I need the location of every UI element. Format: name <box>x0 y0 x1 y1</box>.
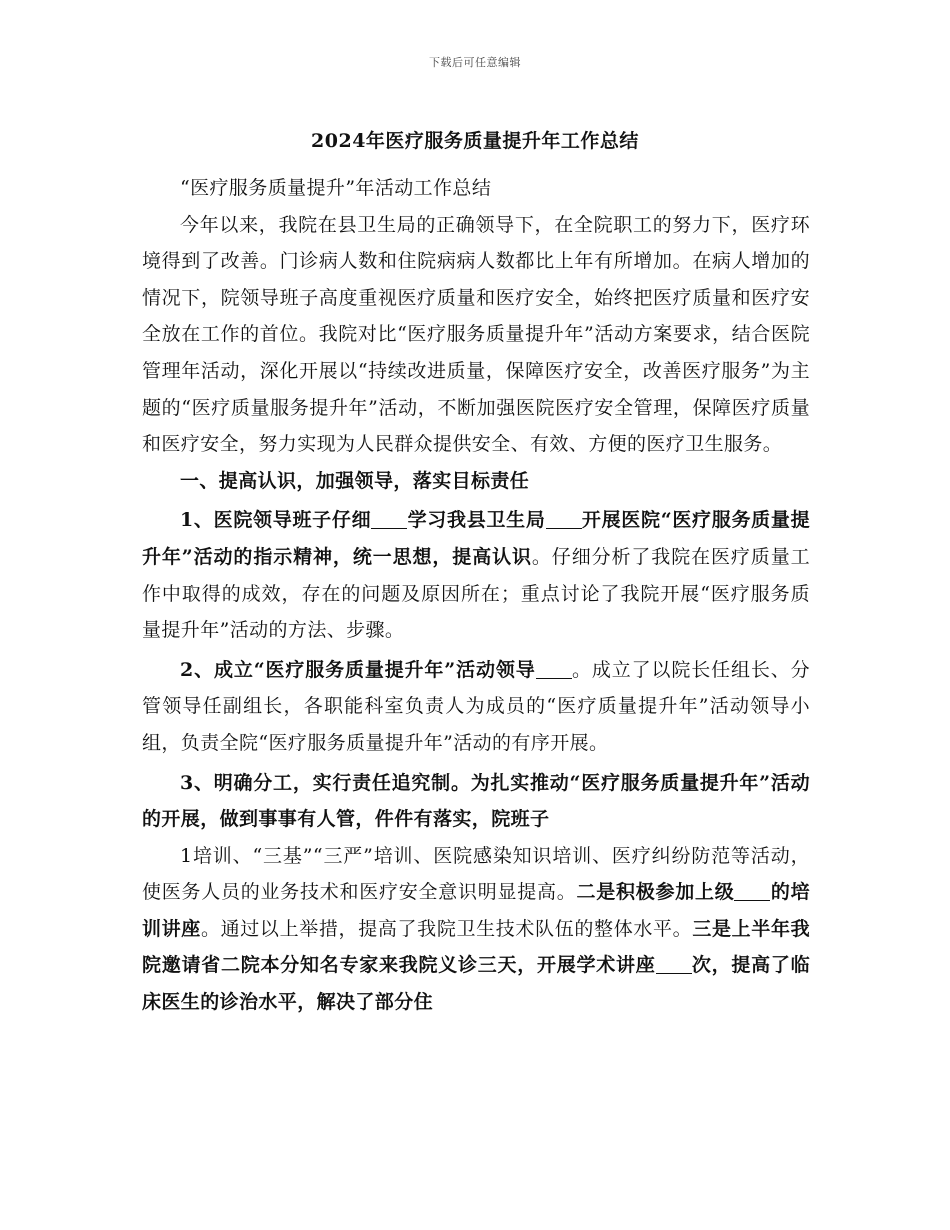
item-1-bold-c: 开展医院“医疗服务质量提升年”活动的指示精神，统一思想，提高认识 <box>142 509 810 568</box>
para-4-bold-a: 二是积极参加上级 <box>576 881 735 904</box>
blank-underline <box>734 881 770 901</box>
blank-underline <box>371 509 407 529</box>
item-2-text: 。成立了以院长任组长、分管领导任副组长，各职能科室负责人为成员的“医疗质量提升年”活动领导小组，负责全院“医疗服务质量提升年”活动的有序开展。 <box>142 658 810 754</box>
item-2-bold: 2、成立“医疗服务质量提升年”活动领导 <box>180 658 536 681</box>
para-4-text-a: 1培训、“三基”“三严”培训、医院感染知识培训、医疗纠纷防范等活动，使医务人员的业务技术和医疗安全意识明显提高。 <box>142 844 810 904</box>
document-body <box>142 170 810 1021</box>
blank-underline <box>546 509 582 529</box>
para-4-text-b: 。通过以上举措，提高了我院卫生技术队伍的整体水平。 <box>200 917 693 940</box>
item-1-paragraph <box>142 502 810 648</box>
page-title: 2024年医疗服务质量提升年工作总结 <box>311 130 639 152</box>
paragraph-4 <box>142 838 810 1021</box>
blank-underline <box>536 659 572 679</box>
item-1-bold-a: 1、医院领导班子仔细 <box>180 509 372 532</box>
para-4-bold-c: 三是上半年我院邀请省二院本分知名专家来我院义诊三天，开展学术讲座 <box>142 917 810 977</box>
item-1-bold-b: 学习我县卫生局 <box>407 509 546 532</box>
section-heading-1: 一、提高认识，加强领导，落实目标责任 <box>180 469 530 492</box>
intro-paragraph: 今年以来，我院在县卫生局的正确领导下，在全院职工的努力下，医疗环境得到了改善。门诊病人数和住院病病人数都比上年有所增加。在病人增加的情况下，院领导班子高度重视医疗质量和医疗安全，始终把医疗质量和医疗安全放在工作的首位。我院对比“医疗服务质量提升年”活动方案要求，结合医院管理年活动，深化开展以“持续改进质量，保障医疗安全，改善医疗服务”为主题的“医疗质量服务提升年”活动，不断加强医院医疗安全管理，保障医疗质量和医疗安全，努力实现为人民群众提供安全、有效、方便的医疗卫生服务。 <box>142 213 810 456</box>
subtitle-paragraph: “医疗服务质量提升”年活动工作总结 <box>180 177 492 199</box>
item-2-paragraph <box>142 652 810 762</box>
para-4-bold-b: 的培训讲座 <box>142 881 810 940</box>
blank-underline <box>656 954 692 974</box>
header-note: 下载后可任意编辑 <box>429 56 521 69</box>
para-4-bold-d: 次，提高了临床医生的诊治水平，解决了部分住 <box>142 954 810 1014</box>
item-3-paragraph: 3、明确分工，实行责任追究制。为扎实推动“医疗服务质量提升年”活动的开展，做到事事有人管，件件有落实，院班子 <box>142 771 810 831</box>
item-1-text: 。仔细分析了我院在医疗质量工作中取得的成效，存在的问题及原因所在；重点讨论了我院开展“医疗服务质量提升年”活动的方法、步骤。 <box>142 545 810 642</box>
